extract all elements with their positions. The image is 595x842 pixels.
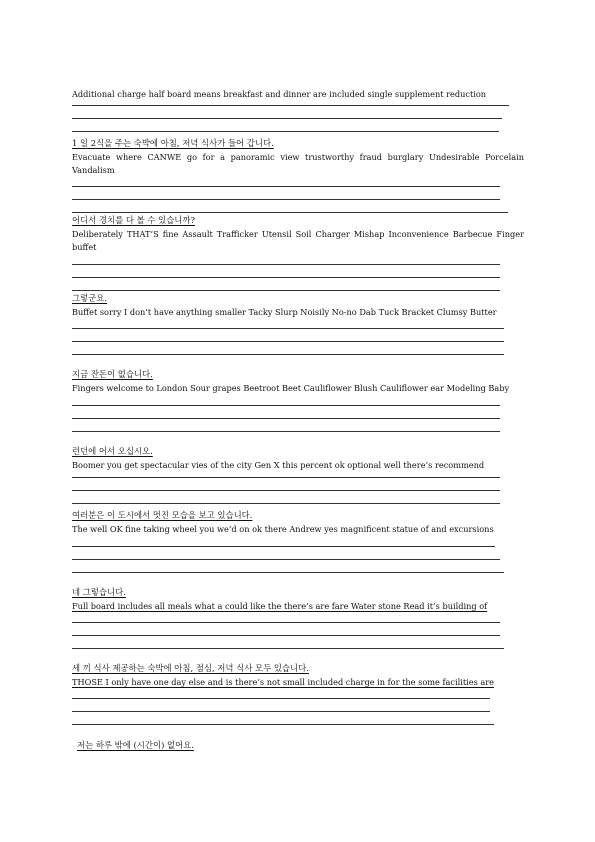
writing-line[interactable] (72, 186, 500, 187)
korean-sentence: 세 끼 식사 제공하는 숙박에 아침, 점심, 저녁 식사 모두 있습니다. (72, 663, 309, 673)
section-6 (72, 445, 524, 504)
section-5 (72, 368, 524, 432)
english-line: The well OK fine taking wheel you we’d on ok there Andrew yes magnificent statue of and excursions (72, 524, 494, 534)
writing-line[interactable] (72, 277, 500, 278)
writing-line[interactable] (72, 131, 499, 132)
section-8 (72, 586, 524, 649)
section-10 (72, 739, 524, 751)
section-4 (72, 292, 524, 355)
writing-line[interactable] (72, 559, 500, 560)
writing-line[interactable] (72, 477, 500, 478)
writing-line[interactable] (72, 698, 490, 699)
writing-line[interactable] (72, 264, 500, 265)
writing-line[interactable] (72, 328, 504, 329)
writing-line[interactable] (72, 648, 504, 649)
korean-sentence: 저는 하루 밖에 (시간이) 없어요. (77, 740, 194, 750)
writing-line[interactable] (72, 199, 500, 200)
english-line: Boomer you get spectacular vies of the city Gen X this percent ok optional well there’s recommend (72, 460, 485, 470)
section-1 (72, 88, 524, 132)
writing-line[interactable] (72, 212, 508, 213)
english-line: Additional charge half board means breakfast and dinner are included single supplement reduction (72, 89, 487, 99)
writing-line[interactable] (72, 490, 500, 491)
korean-sentence: 런던에 어서 오십시오. (72, 446, 153, 456)
writing-line[interactable] (72, 572, 504, 573)
korean-sentence: 어디서 경치를 다 볼 수 있습니까? (72, 215, 195, 225)
writing-line[interactable] (72, 290, 500, 291)
section-2 (72, 137, 524, 213)
writing-line[interactable] (72, 622, 500, 623)
english-line: THOSE I only have one day else and is there’s not small included charge in for the some facilities are (72, 677, 495, 687)
english-line: Fingers welcome to London Sour grapes Beetroot Beet Cauliflower Blush Cauliflower ear Modeling Baby (72, 383, 510, 393)
writing-line[interactable] (72, 405, 500, 406)
korean-sentence: 지금 잔돈이 없습니다. (72, 369, 153, 379)
korean-sentence: 1 일 2식을 주는 숙박에 아침, 저녁 식사가 들어 갑니다. (72, 138, 274, 148)
writing-line[interactable] (72, 118, 502, 119)
writing-line[interactable] (72, 354, 504, 355)
writing-line[interactable] (72, 341, 504, 342)
writing-line[interactable] (72, 546, 495, 547)
writing-line[interactable] (72, 635, 500, 636)
english-line: Buffet sorry I don’t have anything smaller Tacky Slurp Noisily No-no Dab Tuck Bracket Clumsy Butter (72, 307, 497, 317)
korean-sentence: 그렇군요. (72, 293, 108, 303)
writing-line[interactable] (72, 418, 500, 419)
korean-sentence: 여러분은 이 도시에서 멋진 모습을 보고 있습니다. (72, 510, 253, 520)
english-line: Deliberately THAT’S fine Assault Trafficker Utensil Soil Charger Mishap Inconvenience Barbecue Finger buffet (72, 229, 524, 252)
english-line: Evacuate where CANWE go for a panoramic view trustworthy fraud burglary Undesirable Porcelain Vandalism (72, 152, 524, 175)
english-line: Full board includes all meals what a could like the there’s are fare Water stone Read it’s building of (72, 601, 488, 611)
section-9 (72, 662, 524, 725)
writing-line[interactable] (72, 431, 500, 432)
section-7 (72, 509, 524, 573)
section-3 (72, 214, 524, 291)
writing-line[interactable] (72, 503, 500, 504)
writing-line[interactable] (72, 711, 490, 712)
writing-line[interactable] (72, 105, 509, 106)
writing-line[interactable] (72, 724, 494, 725)
korean-sentence: 네 그렇습니다. (72, 587, 126, 597)
